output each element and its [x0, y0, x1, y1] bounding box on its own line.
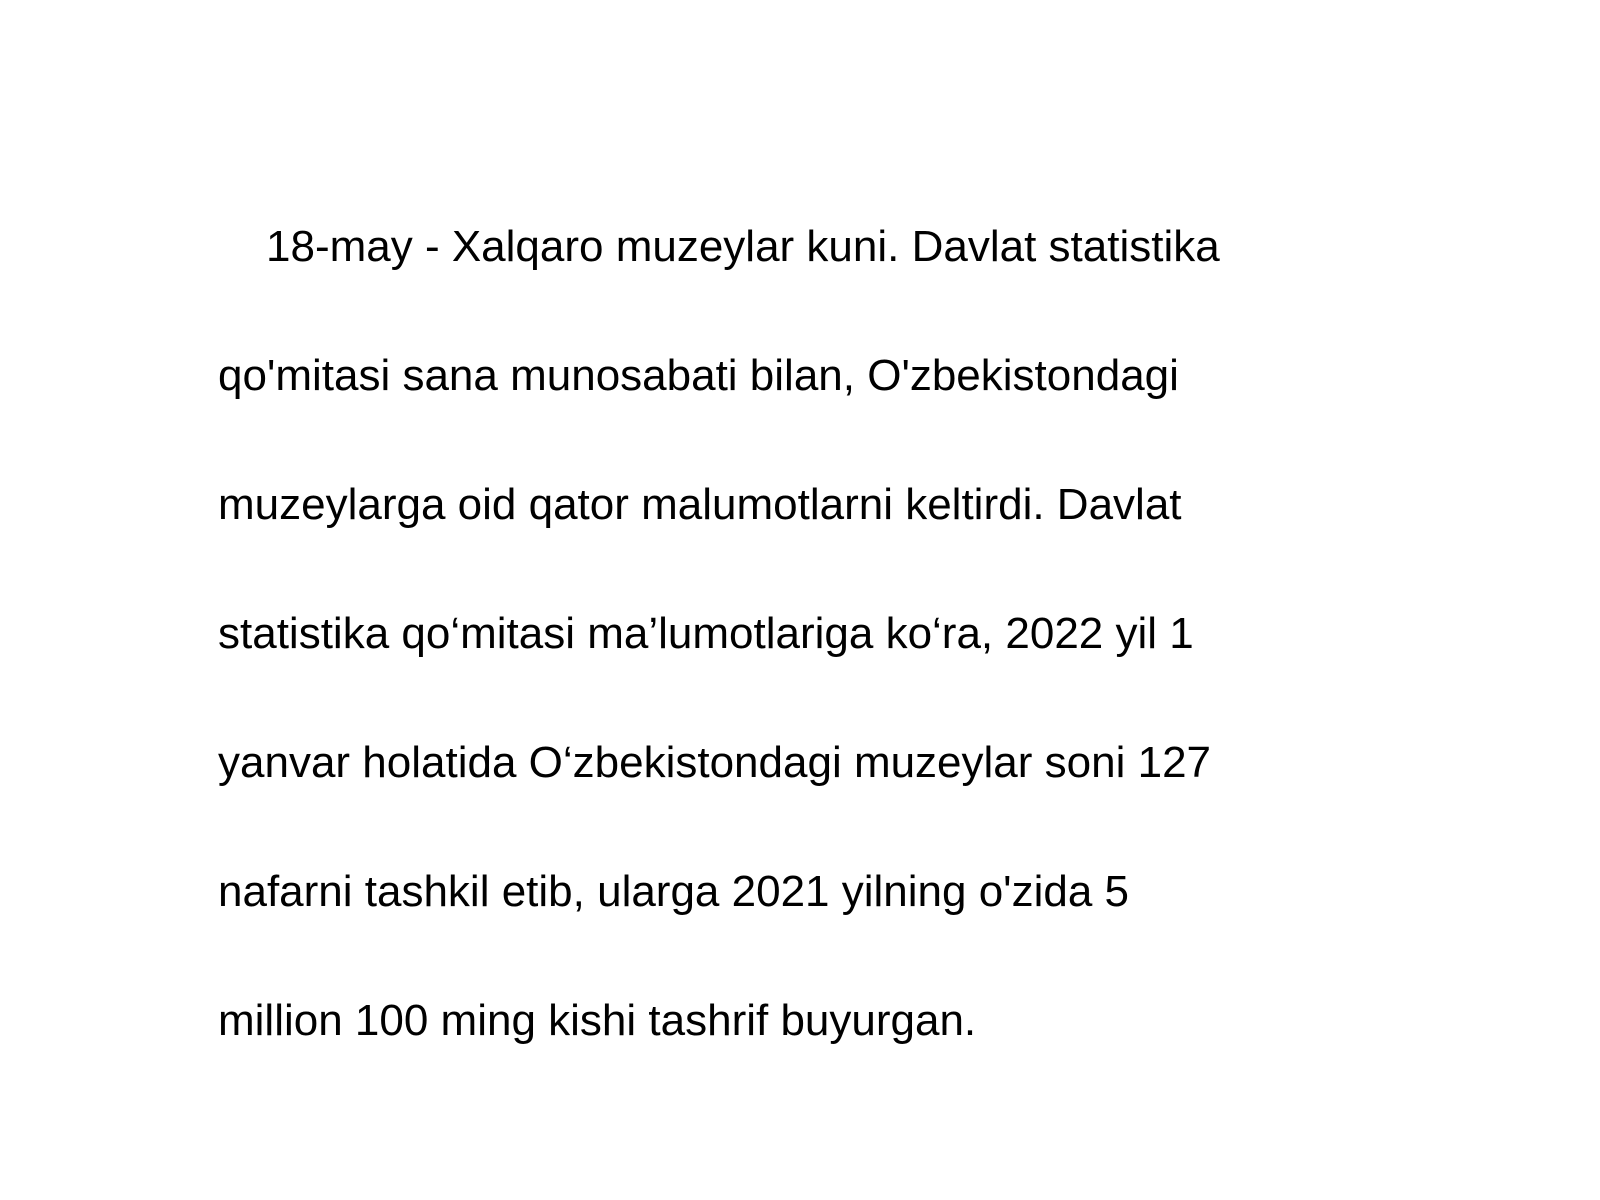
paragraph-line: nafarni tashkil etib, ularga 2021 yilning o'zida 5: [218, 866, 1129, 916]
paragraph-line: yanvar holatida O‘zbekistondagi muzeylar soni 127: [218, 737, 1212, 787]
paragraph-line: statistika qo‘mitasi ma’lumotlariga ko‘ra, 2022 yil 1: [218, 608, 1194, 658]
paragraph-line: million 100 ming kishi tashrif buyurgan.: [218, 995, 977, 1045]
body-paragraph: [218, 150, 1338, 1118]
paragraph-line: qo'mitasi sana munosabati bilan, O'zbekistondagi: [218, 350, 1179, 400]
paragraph-line: muzeylarga oid qator malumotlarni keltirdi. Davlat: [218, 479, 1182, 529]
paragraph-line: 18-may - Xalqaro muzeylar kuni. Davlat statistika: [266, 221, 1220, 271]
